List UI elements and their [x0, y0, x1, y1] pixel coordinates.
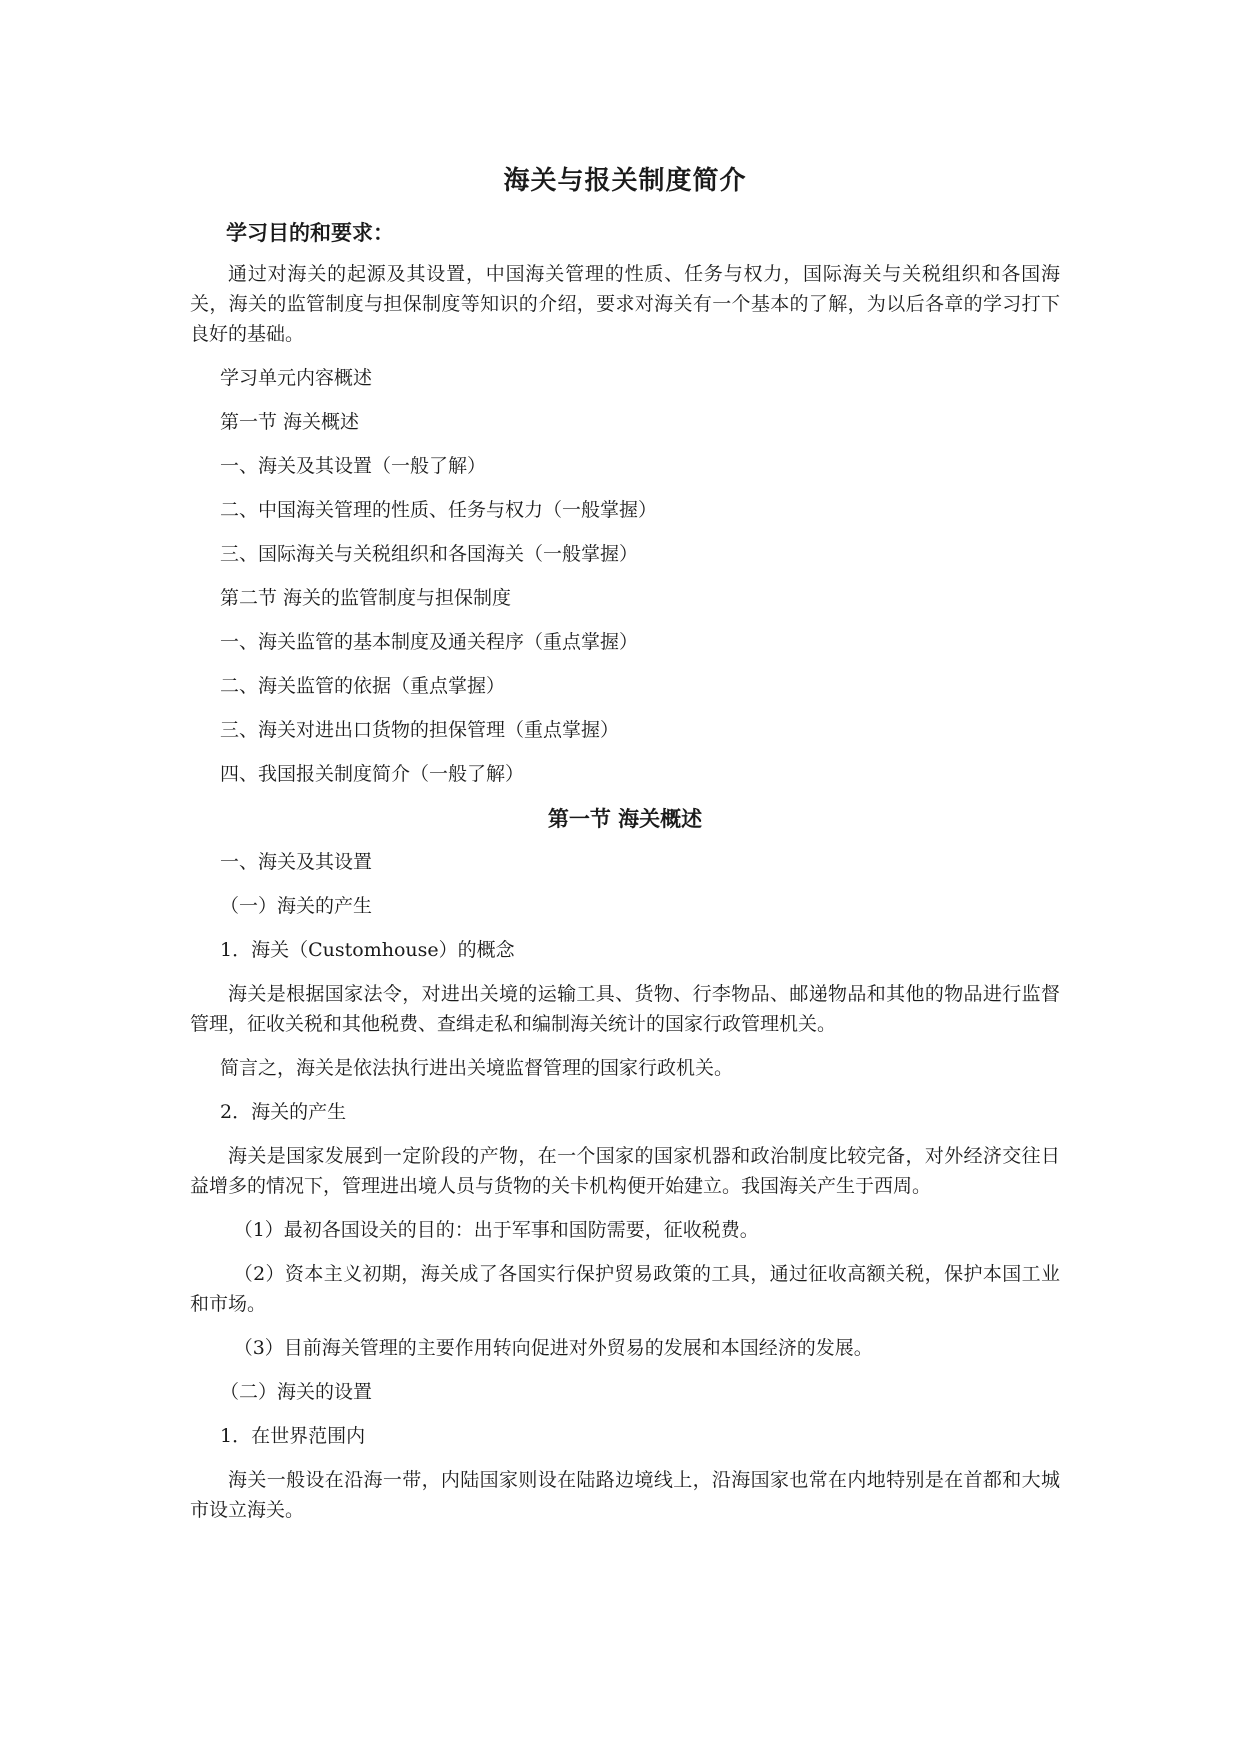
subsection-title: （二）海关的设置: [220, 1381, 373, 1403]
paragraph: 海关是根据国家法令，对进出关境的运输工具、货物、行李物品、邮递物品和其他的物品进行监督管理，征收关税和其他税费、查缉走私和编制海关统计的国家行政管理机关。: [190, 983, 1060, 1035]
subsection-title: 一、海关及其设置: [220, 851, 373, 873]
document-title: 海关与报关制度简介: [503, 166, 747, 196]
outline-item: 三、海关对进出口货物的担保管理（重点掌握）: [220, 719, 620, 741]
objectives-heading: 学习目的和要求：: [226, 221, 394, 245]
item-title: 1．海关（Customhouse）的概念: [220, 939, 515, 961]
outline-item: 一、海关监管的基本制度及通关程序（重点掌握）: [220, 631, 639, 653]
item-title: 2．海关的产生: [220, 1101, 347, 1123]
list-item: （1）最初各国设关的目的：出于军事和国防需要，征收税费。: [233, 1219, 759, 1241]
outline-item: 二、海关监管的依据（重点掌握）: [220, 675, 506, 697]
outline-item: 二、中国海关管理的性质、任务与权力（一般掌握）: [220, 499, 658, 521]
objectives-paragraph: 通过对海关的起源及其设置，中国海关管理的性质、任务与权力，国际海关与关税组织和各国海关，海关的监管制度与担保制度等知识的介绍，要求对海关有一个基本的了解，为以后各章的学习打下良好的基础。: [190, 263, 1060, 345]
list-item: （3）目前海关管理的主要作用转向促进对外贸易的发展和本国经济的发展。: [233, 1337, 873, 1359]
outline-item: 三、国际海关与关税组织和各国海关（一般掌握）: [220, 543, 639, 565]
list-item: （2）资本主义初期，海关成了各国实行保护贸易政策的工具，通过征收高额关税，保护本国工业和市场。: [190, 1263, 1060, 1315]
paragraph: 简言之，海关是依法执行进出关境监督管理的国家行政机关。: [220, 1057, 734, 1079]
outline-item: 第二节 海关的监管制度与担保制度: [220, 587, 512, 609]
outline-item: 一、海关及其设置（一般了解）: [220, 455, 487, 477]
outline-item: 四、我国报关制度简介（一般了解）: [220, 763, 525, 785]
item-title: 1．在世界范围内: [220, 1425, 366, 1447]
paragraph: 海关一般设在沿海一带，内陆国家则设在陆路边境线上，沿海国家也常在内地特别是在首都和大城市设立海关。: [190, 1469, 1060, 1521]
outline-item: 学习单元内容概述: [220, 367, 373, 389]
subsection-title: （一）海关的产生: [220, 895, 373, 917]
document-page: [190, 160, 1060, 1539]
paragraph: 海关是国家发展到一定阶段的产物，在一个国家的国家机器和政治制度比较完备，对外经济交往日益增多的情况下，管理进出境人员与货物的关卡机构便开始建立。我国海关产生于西周。: [190, 1145, 1060, 1197]
outline-item: 第一节 海关概述: [220, 411, 360, 433]
section-heading: 第一节 海关概述: [547, 807, 703, 831]
